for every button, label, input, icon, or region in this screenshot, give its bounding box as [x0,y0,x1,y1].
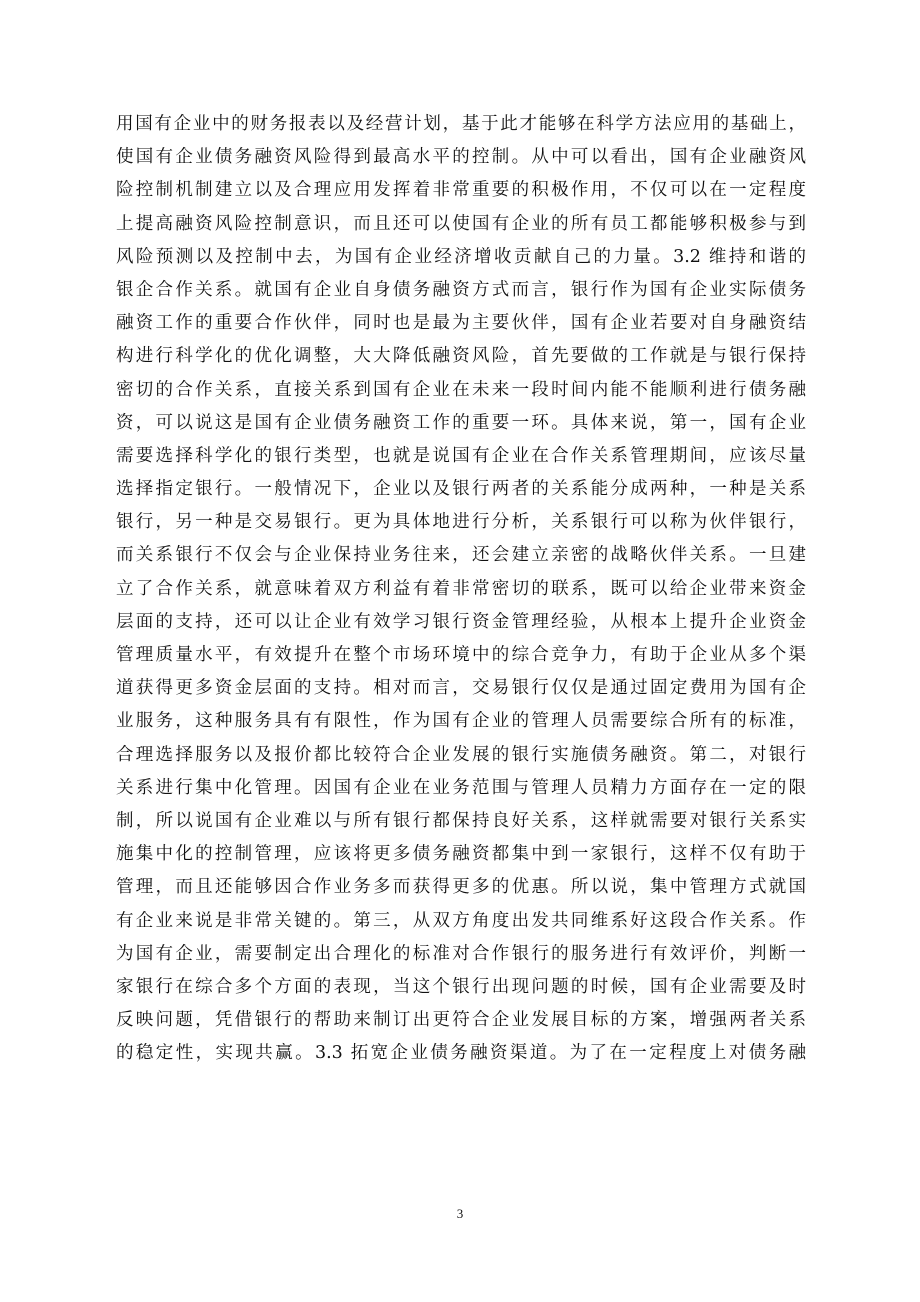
text-line: 银企合作关系。就国有企业自身债务融资方式而言，银行作为国有企业实际债务 [116,279,806,300]
text-line: 构进行科学化的优化调整，大大降低融资风险，首先要做的工作就是与银行保持 [116,346,806,367]
text-line: 反映问题，凭借银行的帮助来制订出更符合企业发展目标的方案，增强两者关系 [116,1010,806,1031]
text-line: 有企业来说是非常关键的。第三，从双方角度出发共同维系好这段合作关系。作 [116,910,806,931]
text-line: 的稳定性，实现共赢。3.3 拓宽企业债务融资渠道。为了在一定程度上对债务融 [116,1043,806,1064]
text-line: 银行，另一种是交易银行。更为具体地进行分析，关系银行可以称为伙伴银行， [116,512,806,533]
text-line: 上提高融资风险控制意识，而且还可以使国有企业的所有员工都能够积极参与到 [116,213,806,234]
text-line: 管理质量水平，有效提升在整个市场环境中的综合竞争力，有助于企业从多个渠 [116,645,806,665]
text-line: 立了合作关系，就意味着双方利益有着非常密切的联系，既可以给企业带来资金 [116,578,806,599]
text-line: 而关系银行不仅会与企业保持业务往来，还会建立亲密的战略伙伴关系。一旦建 [116,545,806,566]
body-paragraph [116,108,806,1070]
text-line: 用国有企业中的财务报表以及经营计划，基于此才能够在科学方法应用的基础上， [116,114,806,134]
text-line: 资，可以说这是国有企业债务融资工作的重要一环。具体来说，第一，国有企业 [116,412,806,433]
text-line: 为国有企业，需要制定出合理化的标准对合作银行的服务进行有效评价，判断一 [116,943,806,964]
text-line: 使国有企业债务融资风险得到最高水平的控制。从中可以看出，国有企业融资风 [116,147,806,168]
text-line: 关系进行集中化管理。因国有企业在业务范围与管理人员精力方面存在一定的限 [116,777,806,798]
text-line: 层面的支持，还可以让企业有效学习银行资金管理经验，从根本上提升企业资金 [116,611,806,632]
text-line: 施集中化的控制管理，应该将更多债务融资都集中到一家银行，这样不仅有助于 [116,844,806,865]
text-line: 家银行在综合多个方面的表现，当这个银行出现问题的时候，国有企业需要及时 [116,976,806,997]
text-line: 融资工作的重要合作伙伴，同时也是最为主要伙伴，国有企业若要对自身融资结 [116,313,806,334]
text-line: 选择指定银行。一般情况下，企业以及银行两者的关系能分成两种，一种是关系 [116,479,806,500]
text-line: 风险预测以及控制中去，为国有企业经济增收贡献自己的力量。3.2 维持和谐的 [116,246,806,267]
text-line: 合理选择服务以及报价都比较符合企业发展的银行实施债务融资。第二，对银行 [116,744,806,765]
text-line: 密切的合作关系，直接关系到国有企业在未来一段时间内能不能顺利进行债务融 [116,379,806,400]
text-line: 险控制机制建立以及合理应用发挥着非常重要的积极作用，不仅可以在一定程度 [116,180,806,201]
text-line: 管理，而且还能够因合作业务多而获得更多的优惠。所以说，集中管理方式就国 [116,877,806,898]
text-line: 道获得更多资金层面的支持。相对而言，交易银行仅仅是通过固定费用为国有企 [116,678,806,699]
text-line: 制，所以说国有企业难以与所有银行都保持良好关系，这样就需要对银行关系实 [116,810,806,831]
text-line: 业服务，这种服务具有有限性，作为国有企业的管理人员需要综合所有的标准， [116,711,806,732]
text-line: 需要选择科学化的银行类型，也就是说国有企业在合作关系管理期间，应该尽量 [116,445,806,466]
page-number: 3 [456,1206,464,1221]
